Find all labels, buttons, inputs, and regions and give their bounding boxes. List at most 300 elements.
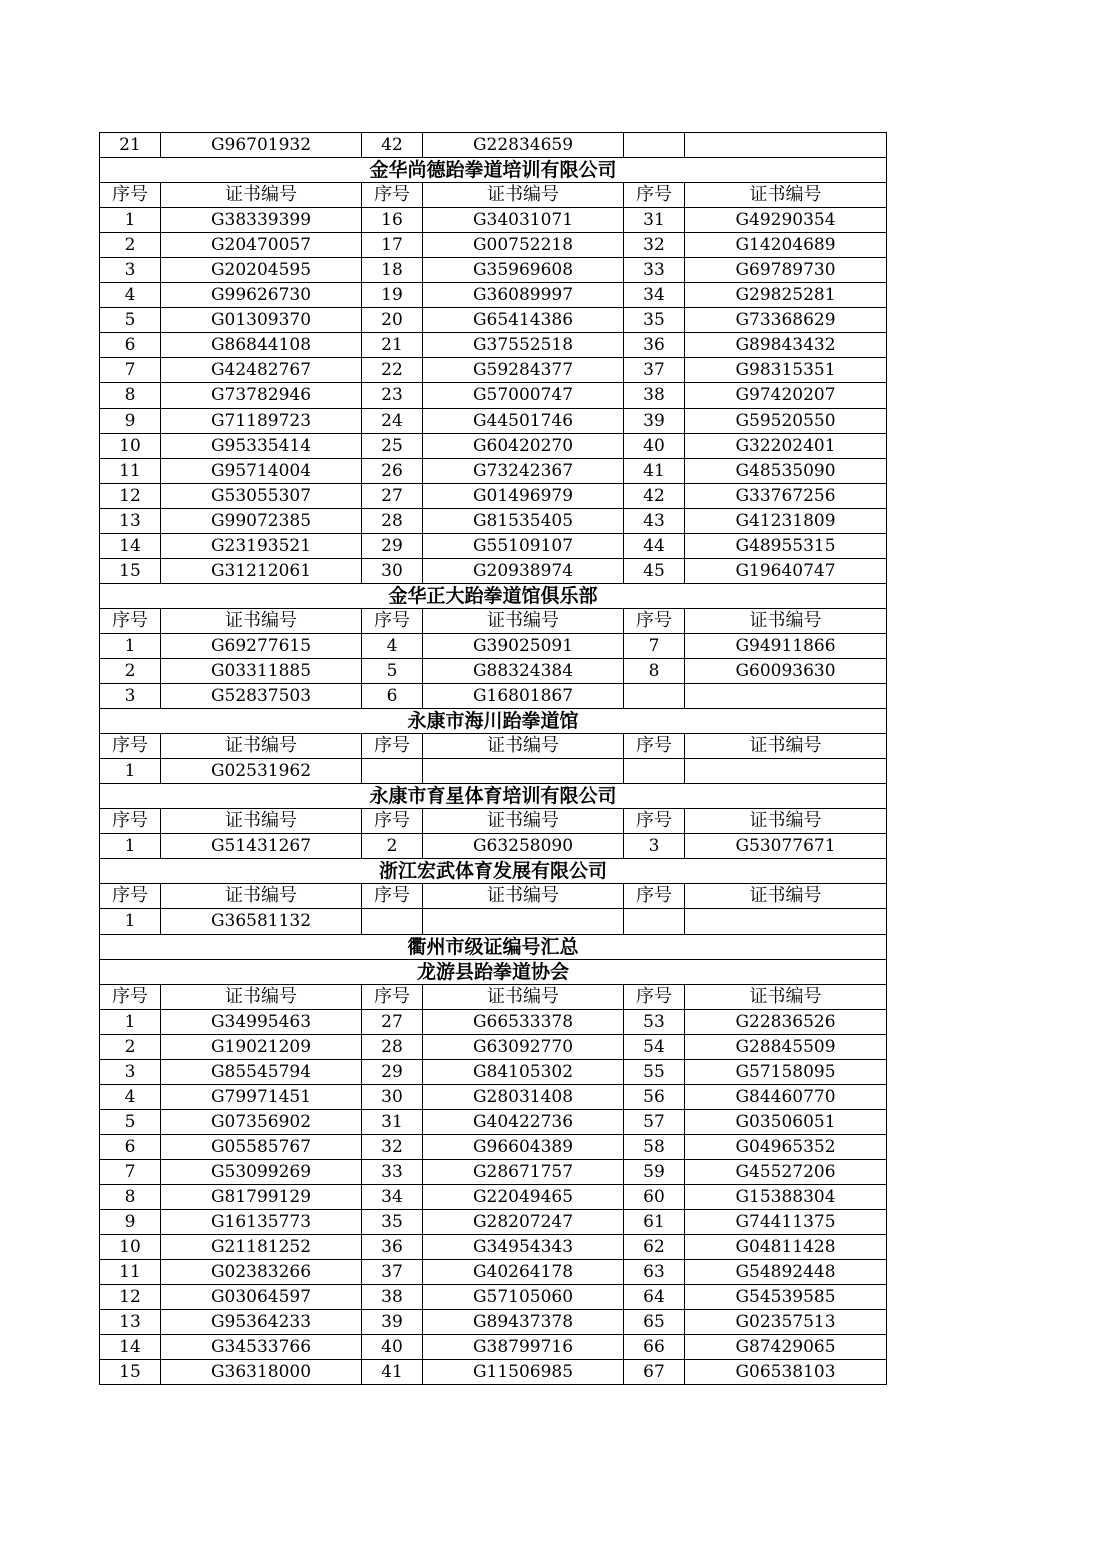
table-cell-serial: 25 — [362, 433, 423, 458]
table-cell-certificate-number: G40264178 — [423, 1260, 624, 1285]
section-title-row — [100, 709, 887, 734]
table-cell-certificate-number: G22834659 — [423, 133, 624, 158]
table-cell-serial: 3 — [624, 834, 685, 859]
table-cell-serial: 43 — [624, 508, 685, 533]
table-cell-serial: 27 — [362, 1009, 423, 1034]
table-cell-serial: 34 — [624, 283, 685, 308]
table-cell-serial: 33 — [624, 258, 685, 283]
table-cell-certificate-number: G38799716 — [423, 1335, 624, 1360]
column-header-certificate-number: 证书编号 — [423, 809, 624, 834]
table-cell-serial — [624, 909, 685, 934]
table-cell-certificate-number: G79971451 — [161, 1084, 362, 1109]
table-cell-certificate-number — [423, 909, 624, 934]
table-row — [100, 1059, 887, 1084]
table-cell-serial: 14 — [100, 1335, 161, 1360]
table-cell-certificate-number: G36318000 — [161, 1360, 362, 1385]
table-cell-serial: 17 — [362, 233, 423, 258]
table-cell-serial: 4 — [362, 633, 423, 658]
table-cell-certificate-number: G54892448 — [685, 1260, 887, 1285]
table-cell-certificate-number: G85545794 — [161, 1059, 362, 1084]
table-cell-serial: 11 — [100, 1260, 161, 1285]
table-cell-certificate-number: G03506051 — [685, 1109, 887, 1134]
table-row — [100, 1184, 887, 1209]
column-header-certificate-number: 证书编号 — [161, 884, 362, 909]
table-cell-certificate-number: G36581132 — [161, 909, 362, 934]
column-header-certificate-number: 证书编号 — [685, 734, 887, 759]
table-cell-certificate-number: G36089997 — [423, 283, 624, 308]
section-title-row — [100, 158, 887, 183]
table-cell-serial: 7 — [100, 1159, 161, 1184]
table-cell-serial: 36 — [362, 1235, 423, 1260]
table-cell-serial: 67 — [624, 1360, 685, 1385]
table-row — [100, 1260, 887, 1285]
table-cell-serial: 7 — [100, 358, 161, 383]
table-cell-serial: 15 — [100, 1360, 161, 1385]
table-cell-serial: 4 — [100, 283, 161, 308]
table-row — [100, 1310, 887, 1335]
table-cell-certificate-number: G05585767 — [161, 1134, 362, 1159]
table-cell-serial: 13 — [100, 1310, 161, 1335]
table-cell-certificate-number: G53099269 — [161, 1159, 362, 1184]
column-header-serial: 序号 — [362, 984, 423, 1009]
table-cell-serial: 2 — [100, 658, 161, 683]
table-cell-certificate-number: G21181252 — [161, 1235, 362, 1260]
table-cell-serial: 7 — [624, 633, 685, 658]
header-row — [100, 734, 887, 759]
column-header-certificate-number: 证书编号 — [423, 183, 624, 208]
table-cell-serial: 60 — [624, 1184, 685, 1209]
table-cell-certificate-number: G20938974 — [423, 558, 624, 583]
table-row — [100, 1235, 887, 1260]
table-cell-certificate-number: G54539585 — [685, 1285, 887, 1310]
table-cell-certificate-number: G96701932 — [161, 133, 362, 158]
table-cell-certificate-number: G22836526 — [685, 1009, 887, 1034]
table-cell-certificate-number: G07356902 — [161, 1109, 362, 1134]
section-title-row — [100, 959, 887, 984]
section-title: 金华正大跆拳道馆俱乐部 — [100, 583, 887, 608]
column-header-certificate-number: 证书编号 — [685, 608, 887, 633]
table-cell-serial: 64 — [624, 1285, 685, 1310]
table-cell-serial: 41 — [362, 1360, 423, 1385]
table-cell-certificate-number: G95714004 — [161, 458, 362, 483]
table-cell-serial: 37 — [362, 1260, 423, 1285]
table-row — [100, 759, 887, 784]
table-cell-certificate-number: G97420207 — [685, 383, 887, 408]
table-cell-certificate-number: G35969608 — [423, 258, 624, 283]
table-cell-serial: 1 — [100, 1009, 161, 1034]
table-cell-certificate-number: G20204595 — [161, 258, 362, 283]
column-header-certificate-number: 证书编号 — [423, 734, 624, 759]
column-header-certificate-number: 证书编号 — [161, 984, 362, 1009]
table-cell-certificate-number: G28207247 — [423, 1210, 624, 1235]
table-cell-certificate-number: G01496979 — [423, 483, 624, 508]
table-cell-serial: 37 — [624, 358, 685, 383]
table-row — [100, 258, 887, 283]
column-header-serial: 序号 — [100, 809, 161, 834]
table-cell-certificate-number: G04811428 — [685, 1235, 887, 1260]
table-row — [100, 1134, 887, 1159]
table-cell-certificate-number: G06538103 — [685, 1360, 887, 1385]
table-cell-certificate-number: G71189723 — [161, 408, 362, 433]
table-cell-serial: 1 — [100, 834, 161, 859]
table-cell-serial: 34 — [362, 1184, 423, 1209]
column-header-certificate-number: 证书编号 — [423, 884, 624, 909]
table-cell-certificate-number: G66533378 — [423, 1009, 624, 1034]
table-cell-serial: 8 — [100, 383, 161, 408]
table-cell-certificate-number: G94911866 — [685, 633, 887, 658]
table-cell-certificate-number: G14204689 — [685, 233, 887, 258]
table-cell-serial: 41 — [624, 458, 685, 483]
table-cell-serial: 8 — [100, 1184, 161, 1209]
table-cell-certificate-number: G41231809 — [685, 508, 887, 533]
table-cell-serial: 27 — [362, 483, 423, 508]
table-row — [100, 408, 887, 433]
table-cell-serial: 66 — [624, 1335, 685, 1360]
table-row — [100, 1084, 887, 1109]
column-header-serial: 序号 — [624, 984, 685, 1009]
table-cell-certificate-number — [685, 909, 887, 934]
column-header-serial: 序号 — [362, 884, 423, 909]
table-cell-certificate-number: G53055307 — [161, 483, 362, 508]
table-cell-serial: 18 — [362, 258, 423, 283]
certificate-table — [99, 132, 887, 1385]
table-row — [100, 1009, 887, 1034]
table-row — [100, 483, 887, 508]
table-row — [100, 333, 887, 358]
header-row — [100, 809, 887, 834]
table-cell-certificate-number: G34995463 — [161, 1009, 362, 1034]
table-cell-serial: 21 — [362, 333, 423, 358]
table-cell-serial: 33 — [362, 1159, 423, 1184]
table-cell-serial: 15 — [100, 558, 161, 583]
table-cell-serial: 35 — [624, 308, 685, 333]
table-cell-serial: 6 — [100, 333, 161, 358]
column-header-serial: 序号 — [100, 183, 161, 208]
table-row — [100, 233, 887, 258]
table-cell-serial: 31 — [362, 1109, 423, 1134]
table-cell-serial: 39 — [624, 408, 685, 433]
table-cell-certificate-number: G42482767 — [161, 358, 362, 383]
table-cell-serial: 36 — [624, 333, 685, 358]
table-cell-serial: 35 — [362, 1210, 423, 1235]
table-cell-serial: 42 — [624, 483, 685, 508]
column-header-certificate-number: 证书编号 — [685, 183, 887, 208]
table-cell-serial: 54 — [624, 1034, 685, 1059]
table-cell-serial: 4 — [100, 1084, 161, 1109]
table-cell-serial — [624, 133, 685, 158]
table-cell-certificate-number: G34954343 — [423, 1235, 624, 1260]
table-cell-certificate-number: G86844108 — [161, 333, 362, 358]
table-cell-serial: 1 — [100, 909, 161, 934]
table-cell-serial: 29 — [362, 533, 423, 558]
table-cell-serial — [624, 759, 685, 784]
table-cell-certificate-number: G02357513 — [685, 1310, 887, 1335]
table-cell-certificate-number: G96604389 — [423, 1134, 624, 1159]
section-title: 金华尚德跆拳道培训有限公司 — [100, 158, 887, 183]
table-cell-certificate-number: G84460770 — [685, 1084, 887, 1109]
table-cell-certificate-number: G20470057 — [161, 233, 362, 258]
table-cell-certificate-number: G60420270 — [423, 433, 624, 458]
table-cell-serial: 5 — [100, 1109, 161, 1134]
table-cell-certificate-number — [423, 759, 624, 784]
table-cell-certificate-number: G15388304 — [685, 1184, 887, 1209]
table-cell-serial: 55 — [624, 1059, 685, 1084]
table-cell-certificate-number: G48535090 — [685, 458, 887, 483]
table-cell-certificate-number: G22049465 — [423, 1184, 624, 1209]
column-header-serial: 序号 — [624, 608, 685, 633]
table-cell-certificate-number: G87429065 — [685, 1335, 887, 1360]
table-cell-serial: 39 — [362, 1310, 423, 1335]
table-cell-serial: 9 — [100, 1210, 161, 1235]
table-cell-serial: 29 — [362, 1059, 423, 1084]
table-cell-certificate-number: G40422736 — [423, 1109, 624, 1134]
table-row — [100, 383, 887, 408]
table-cell-serial: 24 — [362, 408, 423, 433]
table-cell-serial: 2 — [362, 834, 423, 859]
table-cell-serial: 1 — [100, 633, 161, 658]
table-cell-serial: 21 — [100, 133, 161, 158]
column-header-certificate-number: 证书编号 — [161, 183, 362, 208]
table-cell-certificate-number: G69277615 — [161, 633, 362, 658]
table-cell-serial: 38 — [624, 383, 685, 408]
table-cell-serial: 8 — [624, 658, 685, 683]
table-cell-certificate-number: G02531962 — [161, 759, 362, 784]
table-cell-certificate-number: G57158095 — [685, 1059, 887, 1084]
table-cell-serial: 28 — [362, 1034, 423, 1059]
column-header-serial: 序号 — [624, 183, 685, 208]
table-cell-certificate-number: G37552518 — [423, 333, 624, 358]
table-row — [100, 458, 887, 483]
column-header-serial: 序号 — [100, 884, 161, 909]
table-cell-certificate-number: G33767256 — [685, 483, 887, 508]
table-row — [100, 834, 887, 859]
table-row — [100, 1360, 887, 1385]
table-cell-certificate-number: G88324384 — [423, 658, 624, 683]
table-cell-serial: 16 — [362, 208, 423, 233]
table-row — [100, 658, 887, 683]
table-cell-certificate-number: G28671757 — [423, 1159, 624, 1184]
table-cell-certificate-number: G03064597 — [161, 1285, 362, 1310]
table-cell-serial: 53 — [624, 1009, 685, 1034]
table-cell-certificate-number: G55109107 — [423, 533, 624, 558]
section-title: 浙江宏武体育发展有限公司 — [100, 859, 887, 884]
table-cell-serial: 31 — [624, 208, 685, 233]
table-cell-certificate-number: G59520550 — [685, 408, 887, 433]
table-row — [100, 358, 887, 383]
table-cell-serial: 23 — [362, 383, 423, 408]
table-cell-certificate-number: G28845509 — [685, 1034, 887, 1059]
column-header-serial: 序号 — [624, 884, 685, 909]
table-cell-serial: 30 — [362, 558, 423, 583]
table-row — [100, 1159, 887, 1184]
table-cell-serial: 45 — [624, 558, 685, 583]
section-title: 龙游县跆拳道协会 — [100, 959, 887, 984]
column-header-serial: 序号 — [624, 734, 685, 759]
table-cell-certificate-number: G32202401 — [685, 433, 887, 458]
table-cell-certificate-number: G60093630 — [685, 658, 887, 683]
table-cell-serial: 9 — [100, 408, 161, 433]
table-cell-serial: 20 — [362, 308, 423, 333]
table-cell-certificate-number: G51431267 — [161, 834, 362, 859]
table-row — [100, 533, 887, 558]
table-cell-serial — [362, 909, 423, 934]
table-cell-serial: 32 — [624, 233, 685, 258]
column-header-certificate-number: 证书编号 — [423, 984, 624, 1009]
column-header-certificate-number: 证书编号 — [685, 984, 887, 1009]
column-header-serial: 序号 — [100, 734, 161, 759]
table-cell-certificate-number: G34533766 — [161, 1335, 362, 1360]
table-cell-serial: 6 — [100, 1134, 161, 1159]
table-cell-serial: 12 — [100, 1285, 161, 1310]
table-cell-serial — [624, 684, 685, 709]
table-row — [100, 684, 887, 709]
table-cell-serial: 2 — [100, 233, 161, 258]
table-cell-serial: 3 — [100, 258, 161, 283]
table-cell-certificate-number: G99626730 — [161, 283, 362, 308]
table-cell-certificate-number: G81799129 — [161, 1184, 362, 1209]
column-header-certificate-number: 证书编号 — [685, 809, 887, 834]
table-cell-serial: 2 — [100, 1034, 161, 1059]
section-title: 永康市海川跆拳道馆 — [100, 709, 887, 734]
table-cell-certificate-number: G45527206 — [685, 1159, 887, 1184]
table-cell-certificate-number: G69789730 — [685, 258, 887, 283]
table-cell-certificate-number: G34031071 — [423, 208, 624, 233]
table-row — [100, 558, 887, 583]
table-cell-serial: 28 — [362, 508, 423, 533]
table-cell-certificate-number: G19021209 — [161, 1034, 362, 1059]
table-cell-certificate-number: G48955315 — [685, 533, 887, 558]
table-cell-serial: 44 — [624, 533, 685, 558]
table-row — [100, 133, 887, 158]
table-cell-certificate-number: G74411375 — [685, 1210, 887, 1235]
table-cell-serial: 65 — [624, 1310, 685, 1335]
table-cell-certificate-number: G63092770 — [423, 1034, 624, 1059]
column-header-serial: 序号 — [100, 984, 161, 1009]
table-cell-certificate-number: G73782946 — [161, 383, 362, 408]
table-cell-certificate-number: G89437378 — [423, 1310, 624, 1335]
table-cell-certificate-number: G11506985 — [423, 1360, 624, 1385]
table-row — [100, 1335, 887, 1360]
section-title: 永康市育星体育培训有限公司 — [100, 784, 887, 809]
section-title: 衢州市级证编号汇总 — [100, 934, 887, 959]
table-cell-serial: 26 — [362, 458, 423, 483]
table-cell-serial: 56 — [624, 1084, 685, 1109]
table-cell-serial: 61 — [624, 1210, 685, 1235]
column-header-certificate-number: 证书编号 — [161, 734, 362, 759]
header-row — [100, 183, 887, 208]
table-cell-certificate-number: G16801867 — [423, 684, 624, 709]
table-cell-serial: 14 — [100, 533, 161, 558]
section-title-row — [100, 583, 887, 608]
table-cell-certificate-number: G65414386 — [423, 308, 624, 333]
section-title-row — [100, 934, 887, 959]
table-cell-certificate-number: G73368629 — [685, 308, 887, 333]
table-row — [100, 1210, 887, 1235]
table-cell-certificate-number: G02383266 — [161, 1260, 362, 1285]
table-cell-serial: 57 — [624, 1109, 685, 1134]
table-cell-certificate-number: G28031408 — [423, 1084, 624, 1109]
table-cell-certificate-number: G73242367 — [423, 458, 624, 483]
table-cell-serial: 30 — [362, 1084, 423, 1109]
table-cell-certificate-number: G63258090 — [423, 834, 624, 859]
table-cell-serial: 1 — [100, 759, 161, 784]
table-cell-certificate-number: G84105302 — [423, 1059, 624, 1084]
table-cell-serial: 10 — [100, 1235, 161, 1260]
table-cell-certificate-number: G52837503 — [161, 684, 362, 709]
table-cell-certificate-number: G31212061 — [161, 558, 362, 583]
section-title-row — [100, 784, 887, 809]
table-row — [100, 1034, 887, 1059]
column-header-serial: 序号 — [362, 183, 423, 208]
column-header-certificate-number: 证书编号 — [161, 809, 362, 834]
table-cell-certificate-number — [685, 684, 887, 709]
table-cell-certificate-number — [685, 133, 887, 158]
table-row — [100, 633, 887, 658]
table-cell-certificate-number: G38339399 — [161, 208, 362, 233]
table-cell-certificate-number: G89843432 — [685, 333, 887, 358]
table-cell-serial: 6 — [362, 684, 423, 709]
header-row — [100, 884, 887, 909]
table-row — [100, 508, 887, 533]
table-row — [100, 433, 887, 458]
column-header-certificate-number: 证书编号 — [423, 608, 624, 633]
column-header-serial: 序号 — [362, 734, 423, 759]
table-cell-certificate-number: G81535405 — [423, 508, 624, 533]
table-cell-serial: 40 — [624, 433, 685, 458]
column-header-certificate-number: 证书编号 — [161, 608, 362, 633]
table-cell-serial: 10 — [100, 433, 161, 458]
table-cell-serial: 3 — [100, 684, 161, 709]
table-cell-certificate-number: G44501746 — [423, 408, 624, 433]
table-cell-serial: 63 — [624, 1260, 685, 1285]
table-cell-certificate-number: G01309370 — [161, 308, 362, 333]
table-cell-serial: 3 — [100, 1059, 161, 1084]
table-cell-certificate-number: G57000747 — [423, 383, 624, 408]
table-cell-certificate-number: G53077671 — [685, 834, 887, 859]
table-cell-certificate-number: G23193521 — [161, 533, 362, 558]
table-cell-serial: 12 — [100, 483, 161, 508]
table-cell-serial: 5 — [362, 658, 423, 683]
section-title-row — [100, 859, 887, 884]
table-cell-certificate-number: G49290354 — [685, 208, 887, 233]
table-row — [100, 208, 887, 233]
table-cell-serial: 5 — [100, 308, 161, 333]
table-cell-certificate-number: G16135773 — [161, 1210, 362, 1235]
column-header-serial: 序号 — [362, 608, 423, 633]
table-cell-certificate-number: G29825281 — [685, 283, 887, 308]
table-cell-serial: 22 — [362, 358, 423, 383]
table-cell-serial: 42 — [362, 133, 423, 158]
table-cell-serial: 40 — [362, 1335, 423, 1360]
column-header-serial: 序号 — [362, 809, 423, 834]
table-cell-certificate-number: G19640747 — [685, 558, 887, 583]
table-cell-certificate-number — [685, 759, 887, 784]
table-row — [100, 1109, 887, 1134]
table-cell-certificate-number: G57105060 — [423, 1285, 624, 1310]
table-row — [100, 1285, 887, 1310]
table-cell-certificate-number: G59284377 — [423, 358, 624, 383]
table-cell-serial: 62 — [624, 1235, 685, 1260]
table-cell-serial: 11 — [100, 458, 161, 483]
table-cell-serial: 58 — [624, 1134, 685, 1159]
table-cell-certificate-number: G04965352 — [685, 1134, 887, 1159]
table-cell-serial: 13 — [100, 508, 161, 533]
table-cell-serial: 19 — [362, 283, 423, 308]
table-cell-certificate-number: G95364233 — [161, 1310, 362, 1335]
header-row — [100, 608, 887, 633]
table-cell-certificate-number: G95335414 — [161, 433, 362, 458]
table-cell-certificate-number: G03311885 — [161, 658, 362, 683]
